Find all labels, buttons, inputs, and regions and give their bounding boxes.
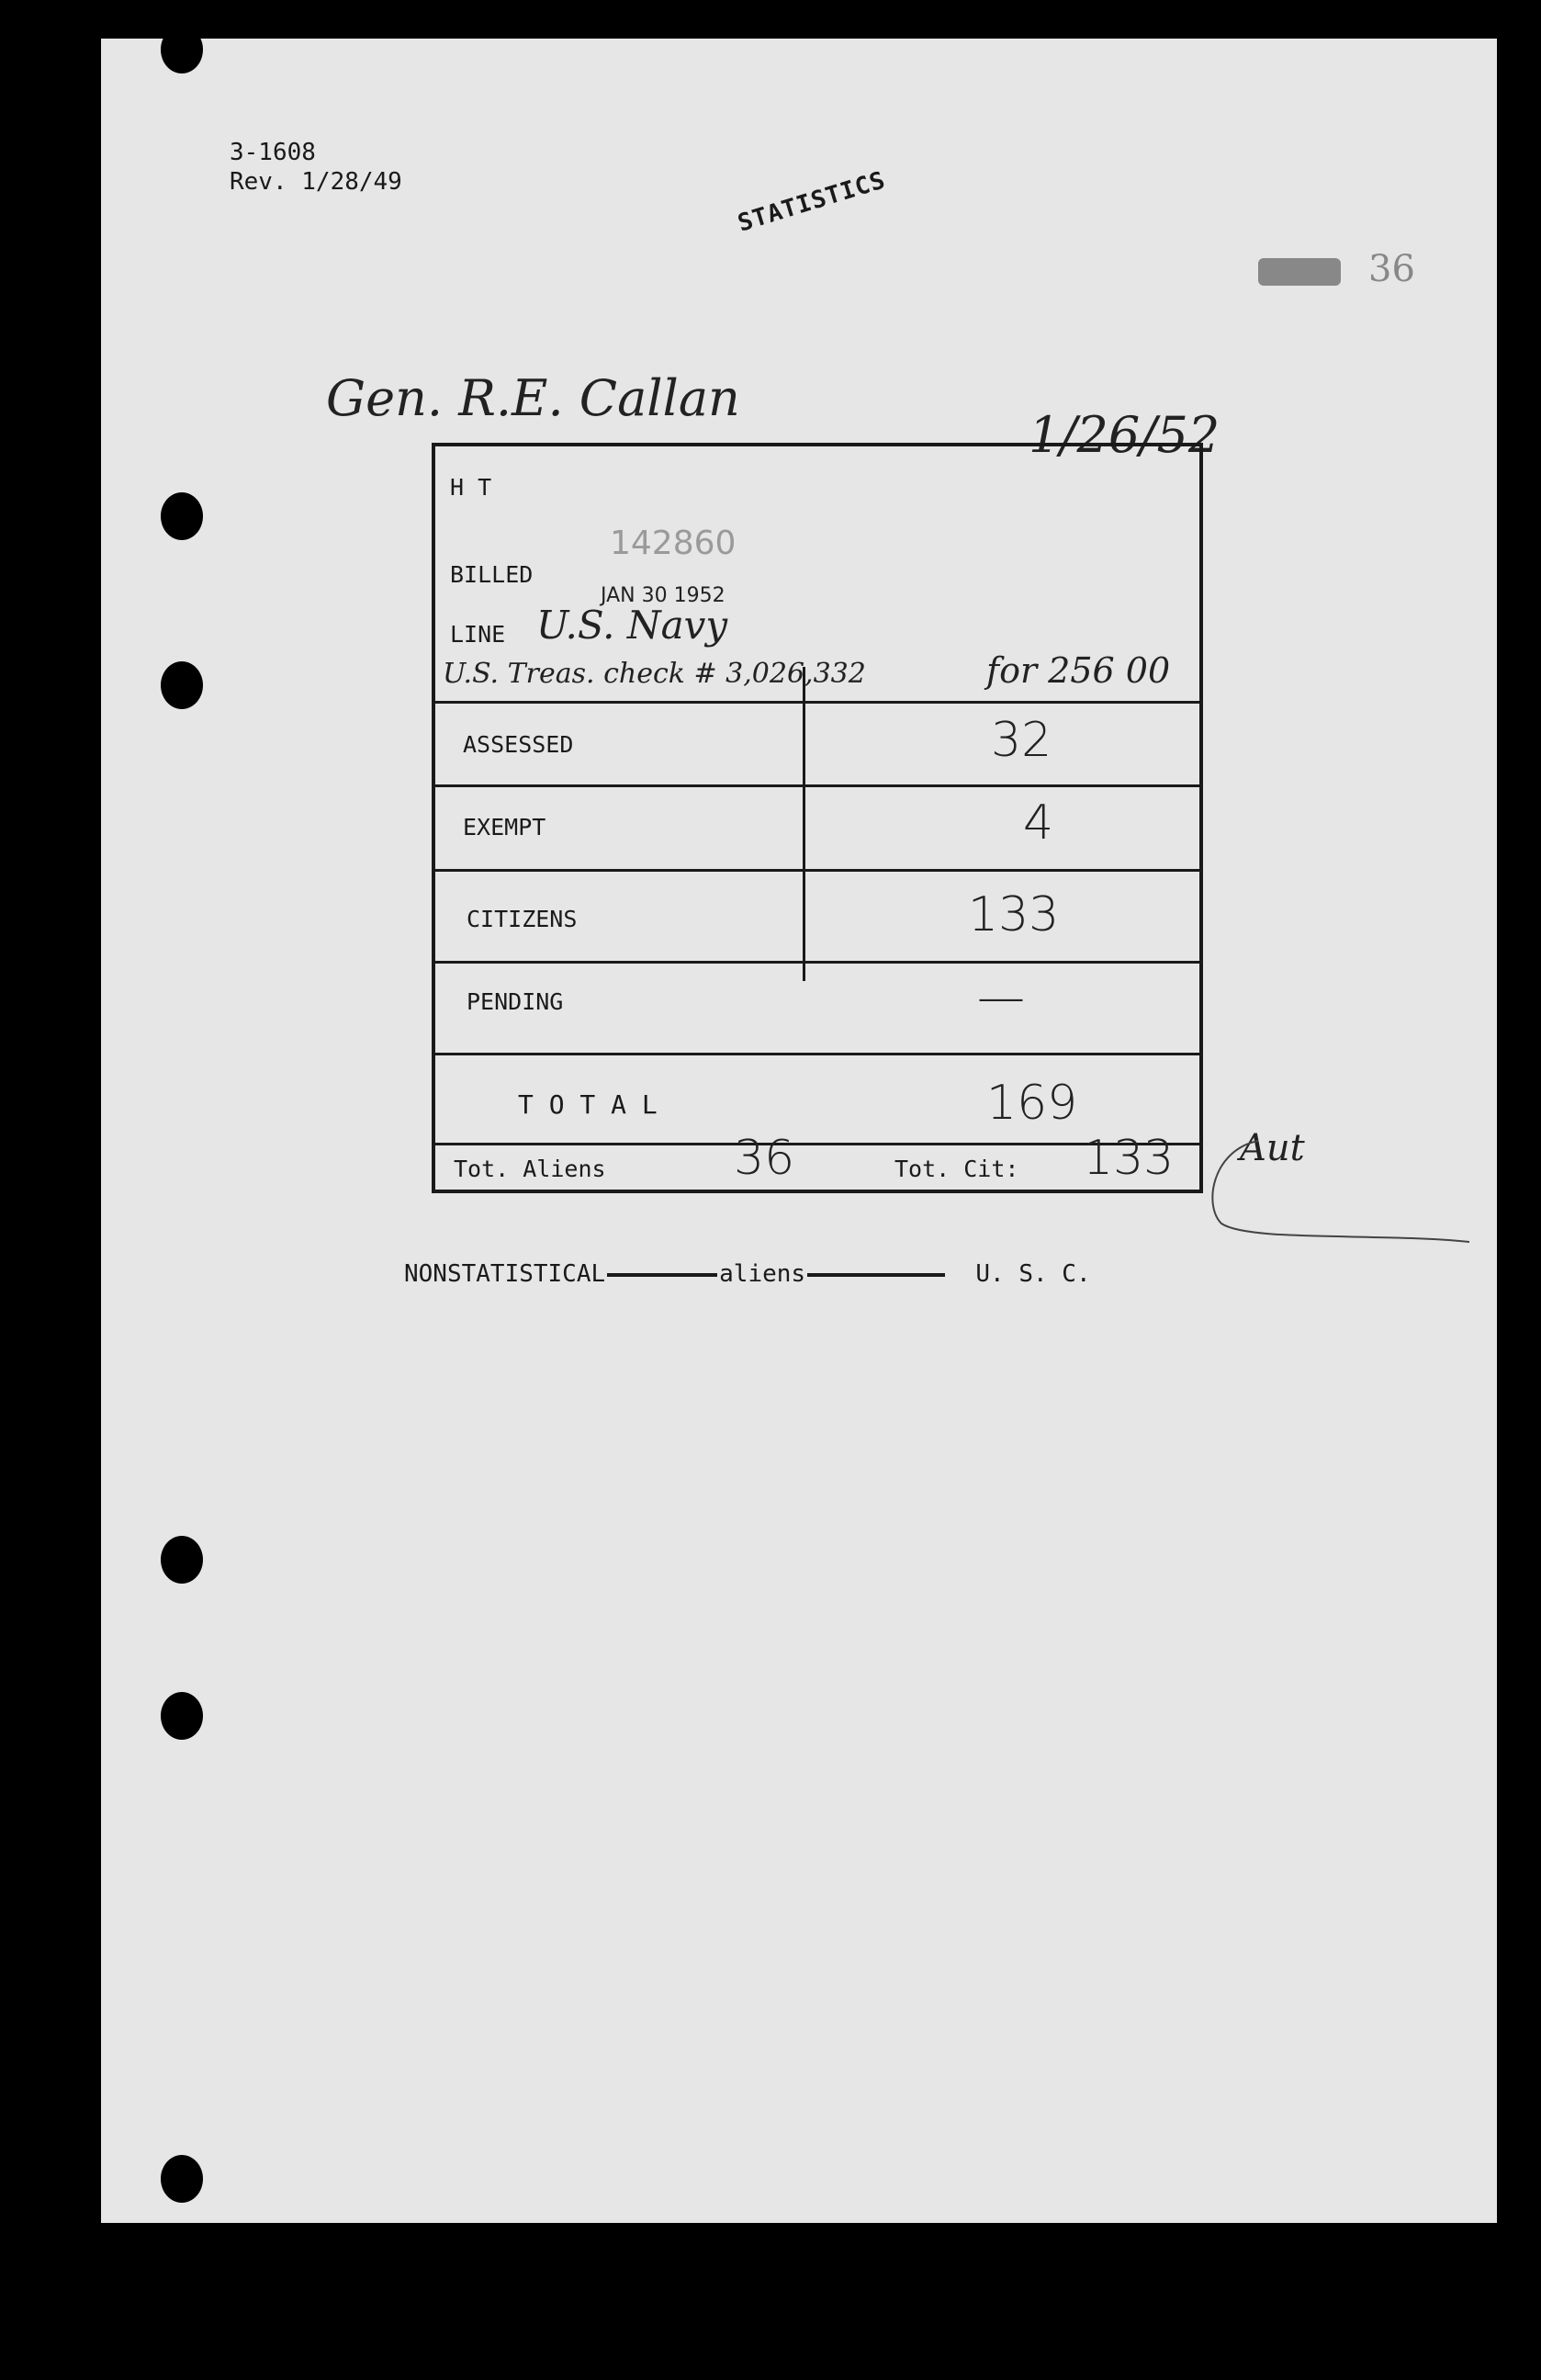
- punch-hole: [161, 661, 203, 709]
- smudge: [1258, 258, 1341, 286]
- page-number-value: 36: [1368, 248, 1415, 290]
- billed-label: BILLED: [450, 561, 534, 588]
- line-value: U.S. Navy: [536, 603, 728, 648]
- assessed-label: ASSESSED: [463, 731, 574, 758]
- total-citizens-value: 133: [1083, 1131, 1175, 1186]
- exempt-value: 4: [1023, 795, 1054, 851]
- total-value: 169: [986, 1076, 1078, 1131]
- check-note: U.S. Treas. check # 3,026,332: [443, 658, 866, 690]
- blank-rule: [807, 1273, 945, 1277]
- blank-rule: [607, 1273, 717, 1277]
- exempt-label: EXEMPT: [463, 814, 546, 840]
- total-aliens-value: 36: [734, 1131, 795, 1186]
- column-divider: [803, 667, 805, 981]
- punch-hole: [161, 1536, 203, 1584]
- nonstatistical-line: [404, 1260, 1091, 1288]
- total-citizens-label: Tot. Cit:: [894, 1156, 1019, 1182]
- citizens-label: CITIZENS: [467, 906, 578, 932]
- statistics-stamp: STATISTICS: [735, 166, 890, 238]
- form-code: 3-1608: [230, 139, 316, 166]
- form-revision: Rev. 1/28/49: [230, 168, 402, 196]
- pending-label: PENDING: [467, 988, 564, 1015]
- row-divider: [435, 1053, 1199, 1055]
- assessed-value: 32: [991, 713, 1052, 768]
- page-number: [1258, 248, 1415, 290]
- nonstatistical-label: NONSTATISTICAL: [404, 1260, 606, 1288]
- initials-loop: [1194, 1132, 1469, 1251]
- billed-date-stamp: JAN 30 1952: [601, 584, 726, 607]
- handwritten-initials: Aut: [1240, 1127, 1305, 1169]
- row-divider: [435, 701, 1199, 704]
- usc-label: U. S. C.: [975, 1260, 1091, 1288]
- statistics-table: [432, 443, 1203, 1193]
- form-code-block: [230, 138, 402, 197]
- punch-hole: [161, 1692, 203, 1740]
- citizens-value: 133: [968, 887, 1060, 942]
- handwritten-date: 1/26/52: [1029, 406, 1220, 464]
- aliens-label: aliens: [719, 1260, 806, 1288]
- punch-hole: [161, 492, 203, 540]
- handwritten-name: Gen. R.E. Callan: [326, 369, 740, 427]
- billed-number: 142860: [610, 525, 737, 562]
- line-label: LINE: [450, 621, 506, 648]
- punch-hole: [161, 2155, 203, 2203]
- row-divider: [435, 869, 1199, 872]
- document-page: [101, 39, 1497, 2223]
- row-divider: [435, 784, 1199, 787]
- total-label: T O T A L: [518, 1089, 658, 1120]
- total-aliens-label: Tot. Aliens: [454, 1156, 606, 1182]
- pending-value: —: [977, 970, 1025, 1025]
- row-divider: [435, 961, 1199, 964]
- check-amount: for 256 00: [986, 650, 1171, 691]
- punch-hole: [161, 26, 203, 73]
- ht-label: H T: [450, 474, 492, 501]
